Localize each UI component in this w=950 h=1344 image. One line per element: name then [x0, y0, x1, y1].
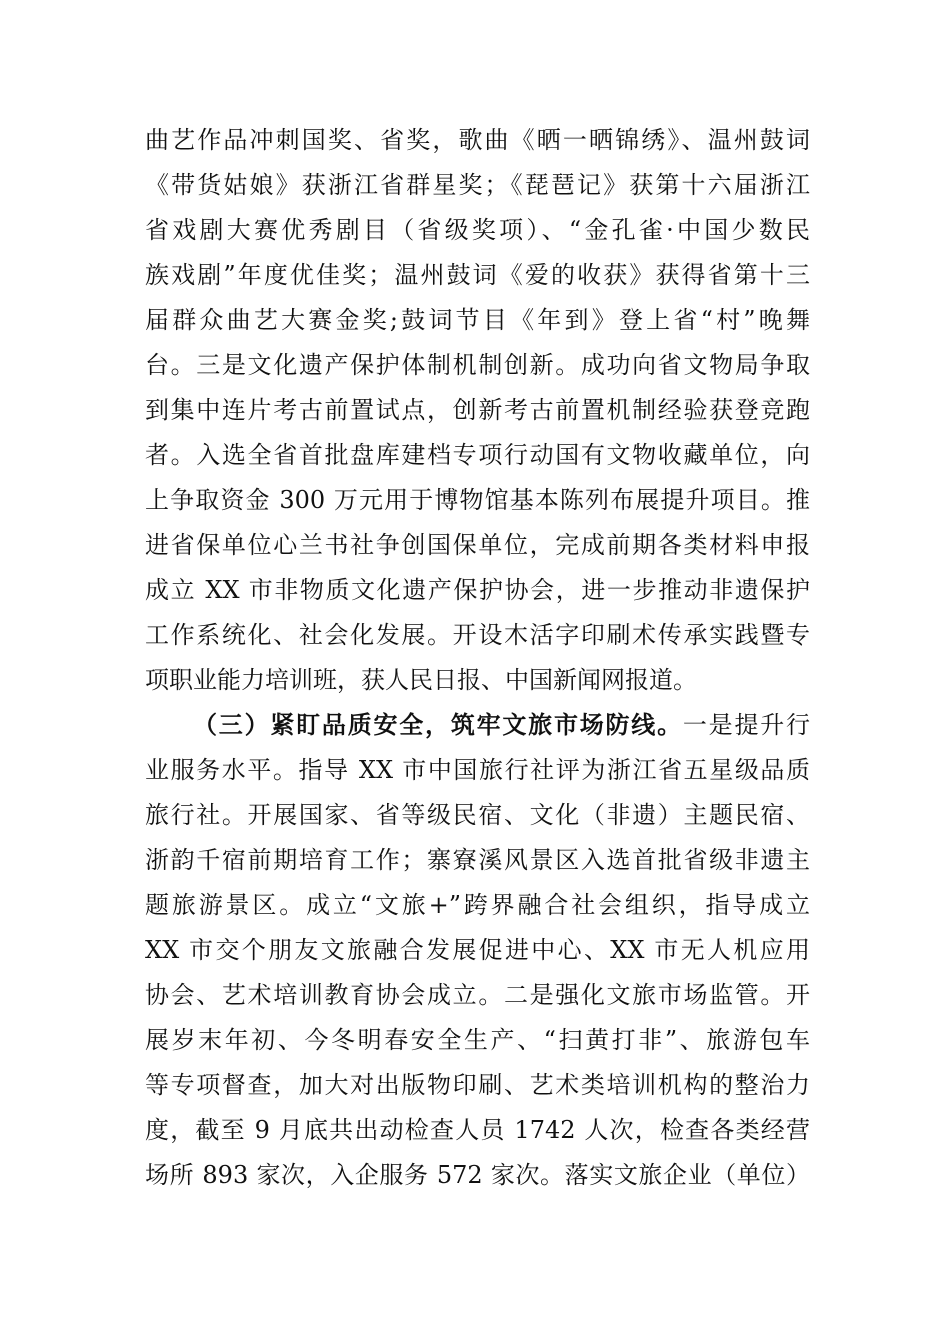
text-line: 进省保单位心兰书社争创国保单位，完成前期各类材料申报	[145, 531, 810, 559]
text-line: 省戏剧大赛优秀剧目（省级奖项）、“金孔雀·中国少数民	[145, 216, 810, 244]
section-heading: （三）紧盯品质安全，筑牢文旅市场防线。	[193, 710, 683, 739]
text-line: XX 市交个朋友文旅融合发展促进中心、XX 市无人机应用	[145, 936, 810, 964]
text-line: 届群众曲艺大赛金奖;鼓词节目《年到》登上省“村”晚舞	[145, 306, 810, 334]
text-line: 《带货姑娘》获浙江省群星奖；《琵琶记》获第十六届浙江	[145, 171, 810, 199]
text-line: 台。三是文化遗产保护体制机制创新。成功向省文物局争取	[145, 351, 810, 379]
text-line: 展岁末年初、今冬明春安全生产、“扫黄打非”、旅游包车	[145, 1026, 810, 1054]
text-line: 者。入选全省首批盘库建档专项行动国有文物收藏单位，向	[145, 441, 810, 469]
text-line: 工作系统化、社会化发展。开设木活字印刷术传承实践暨专	[145, 621, 810, 649]
text-line: 度，截至 9 月底共出动检查人员 1742 人次，检查各类经营	[145, 1116, 810, 1144]
text-line: 业服务水平。指导 XX 市中国旅行社评为浙江省五星级品质	[145, 756, 810, 784]
section-heading-continuation: 一是提升行	[682, 711, 811, 739]
text-line: 族戏剧”年度优佳奖；温州鼓词《爱的收获》获得省第十三	[145, 261, 810, 289]
text-line: 浙韵千宿前期培育工作；寨寮溪风景区入选首批省级非遗主	[145, 846, 810, 874]
text-line: 场所 893 家次，入企服务 572 家次。落实文旅企业（单位）	[145, 1161, 810, 1189]
text-line-paragraph-end: 项职业能力培训班，获人民日报、中国新闻网报道。	[145, 666, 697, 694]
section-heading-line	[193, 703, 810, 747]
text-line: 协会、艺术培训教育协会成立。二是强化文旅市场监管。开	[145, 981, 810, 1009]
text-line: 等专项督查，加大对出版物印刷、艺术类培训机构的整治力	[145, 1071, 810, 1099]
text-line: 旅行社。开展国家、省等级民宿、文化（非遗）主题民宿、	[145, 801, 810, 829]
text-line: 曲艺作品冲刺国奖、省奖，歌曲《晒一晒锦绣》、温州鼓词	[145, 126, 810, 154]
text-line: 到集中连片考古前置试点，创新考古前置机制经验获登竞跑	[145, 396, 810, 424]
text-line: 成立 XX 市非物质文化遗产保护协会，进一步推动非遗保护	[145, 576, 810, 604]
text-line: 上争取资金 300 万元用于博物馆基本陈列布展提升项目。推	[145, 486, 810, 514]
text-line: 题旅游景区。成立“文旅+”跨界融合社会组织，指导成立	[145, 891, 810, 919]
